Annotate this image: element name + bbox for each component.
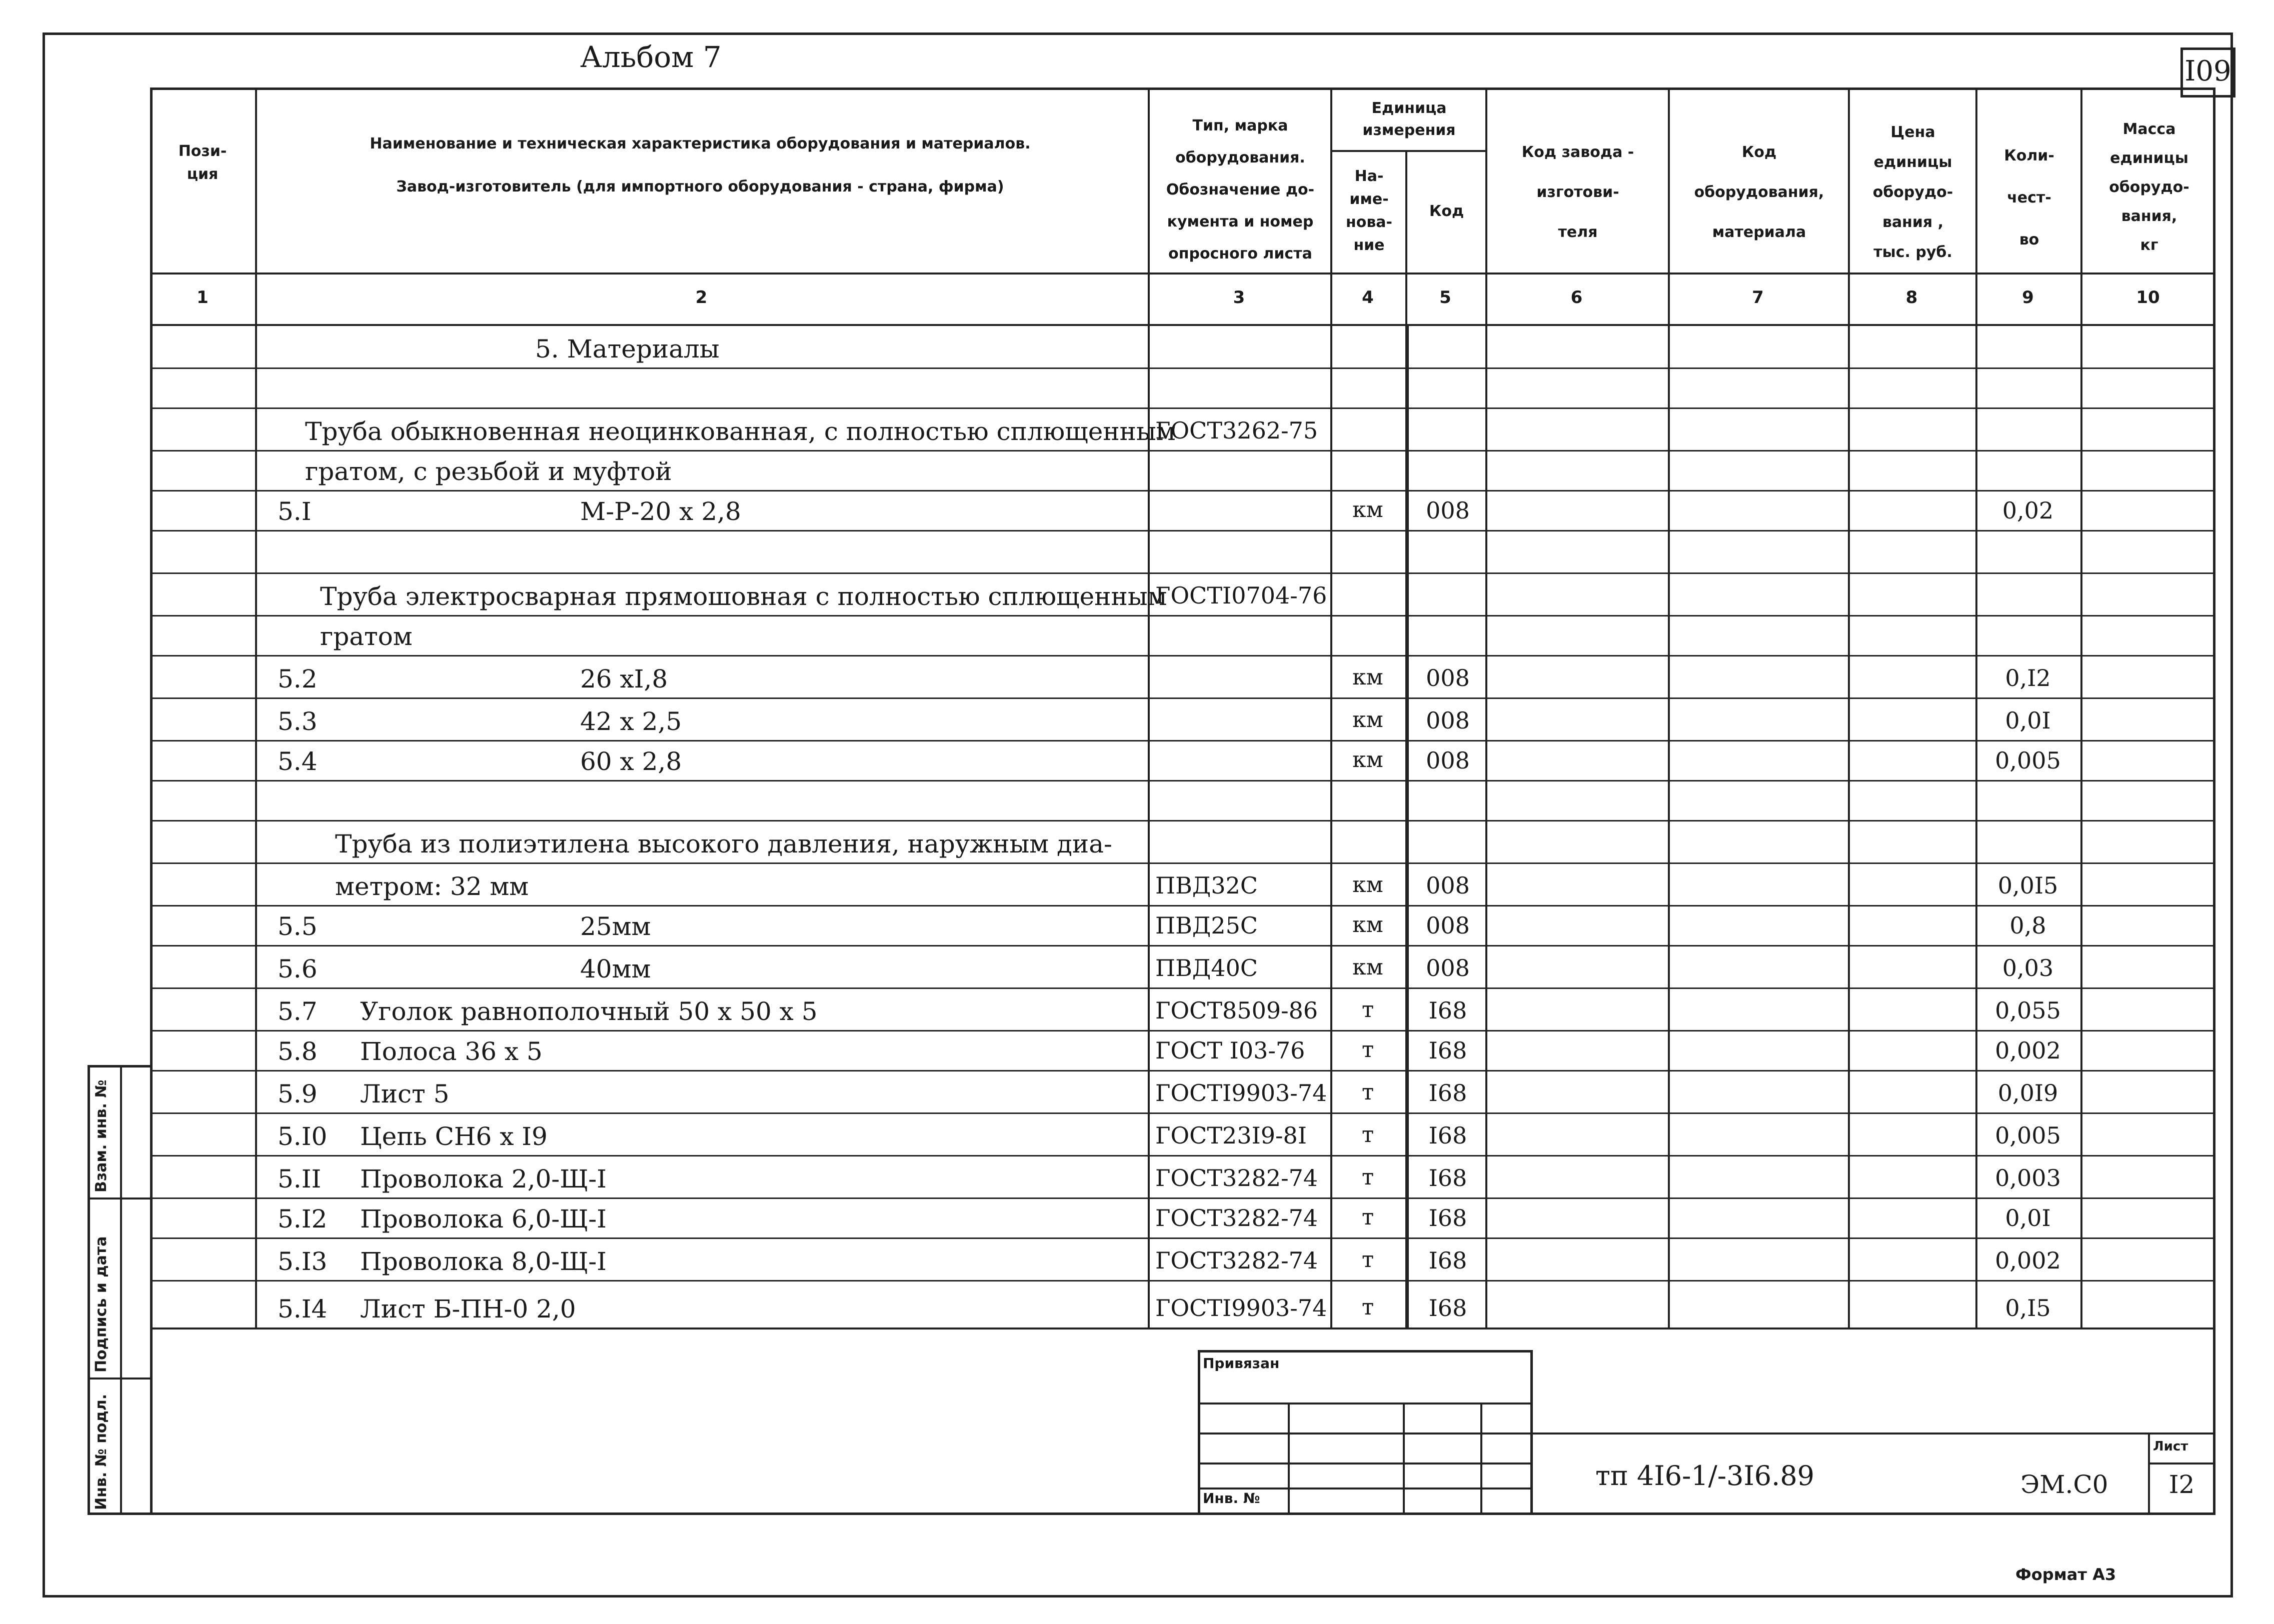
- row-code: 008: [1426, 872, 1470, 899]
- row-name: метром: 32 мм: [335, 872, 529, 901]
- row-divider: [150, 572, 2215, 574]
- row-code: I68: [1428, 1080, 1467, 1106]
- row-divider: [150, 1280, 2215, 1282]
- colnum-5: 5: [1439, 288, 1451, 308]
- stamp-line: [1403, 1402, 1405, 1515]
- stamp-line: [1198, 1432, 1533, 1434]
- row-position: 5.5: [278, 912, 318, 941]
- row-divider: [150, 1238, 2215, 1239]
- row-qty: 0,0I9: [1997, 1080, 2058, 1106]
- row-position: 5.6: [278, 954, 318, 984]
- header-unit-group: Единица измерения: [1362, 100, 1456, 139]
- row-name: М-Р-20 х 2,8: [580, 497, 741, 526]
- header-col8: Цена единицы оборудо- вания , тыс. руб.: [1872, 124, 1953, 261]
- row-type: ГОСТ3262-75: [1155, 417, 1318, 444]
- row-type: ГОСТ I03-76: [1155, 1037, 1305, 1064]
- row-qty: 0,03: [2002, 954, 2054, 982]
- row-name: 25мм: [580, 912, 651, 941]
- row-type: ГОСТI0704-76: [1155, 582, 1327, 609]
- row-divider: [150, 1198, 2215, 1199]
- colnum-10: 10: [2136, 288, 2160, 308]
- row-divider: [150, 368, 2215, 369]
- col-divider: [1330, 88, 1332, 150]
- row-unit: км: [1352, 497, 1383, 522]
- row-code: 008: [1426, 954, 1470, 982]
- row-divider: [150, 1030, 2215, 1032]
- row-code: I68: [1428, 1247, 1467, 1274]
- header-col6: Код завода - изготови- теля: [1521, 144, 1634, 241]
- row-unit: км: [1352, 747, 1383, 772]
- colnum-7: 7: [1752, 288, 1764, 308]
- row-code: I68: [1428, 1037, 1467, 1064]
- format-label: Формат А3: [2015, 1565, 2116, 1584]
- row-divider: [150, 820, 2215, 822]
- sheet-label: Лист: [2153, 1439, 2188, 1454]
- row-code: 008: [1426, 664, 1470, 692]
- row-unit: т: [1361, 1204, 1374, 1230]
- row-unit: т: [1361, 1294, 1374, 1320]
- row-qty: 0,8: [2009, 912, 2046, 939]
- row-divider: [150, 408, 2215, 409]
- row-divider: [150, 1155, 2215, 1156]
- row-divider: [150, 1070, 2215, 1072]
- row-position: 5.3: [278, 707, 318, 736]
- row-name: 42 х 2,5: [580, 707, 682, 736]
- header-col3: Тип, марка оборудования. Обозначение до- кумента и номер опросного листа: [1166, 117, 1315, 262]
- row-position: 5.9: [278, 1080, 318, 1108]
- row-name: Полоса 36 х 5: [360, 1037, 543, 1066]
- row-qty: 0,002: [1995, 1247, 2061, 1274]
- doc-mark: ЭМ.С0: [2020, 1470, 2108, 1499]
- colnum-3: 3: [1233, 288, 1245, 308]
- row-code: I68: [1428, 1294, 1467, 1322]
- row-unit: км: [1352, 912, 1383, 938]
- row-code: I68: [1428, 997, 1467, 1024]
- colnum-6: 6: [1570, 288, 1583, 308]
- row-divider: [150, 905, 2215, 906]
- row-unit: км: [1352, 664, 1383, 690]
- row-qty: 0,003: [1995, 1164, 2061, 1192]
- row-qty: 0,I2: [2005, 664, 2051, 692]
- row-divider: [150, 450, 2215, 452]
- row-name: Проволока 6,0-Щ-I: [360, 1204, 607, 1234]
- side-label-podpis: Подпись и дата: [93, 1236, 110, 1372]
- header-col7: Код оборудования, материала: [1694, 144, 1824, 241]
- row-unit: т: [1361, 1080, 1374, 1105]
- row-qty: 0,002: [1995, 1037, 2061, 1064]
- colnum-2: 2: [695, 288, 708, 308]
- row-position: 5.I3: [278, 1247, 328, 1276]
- row-qty: 0,I5: [2005, 1294, 2051, 1322]
- row-code: I68: [1428, 1122, 1467, 1149]
- row-name: 40мм: [580, 954, 651, 984]
- row-qty: 0,02: [2002, 497, 2054, 524]
- row-qty: 0,0I: [2005, 1204, 2051, 1232]
- row-position: 5.II: [278, 1164, 322, 1194]
- colnum-9: 9: [2022, 288, 2034, 308]
- row-position: 5.I2: [278, 1204, 328, 1234]
- row-code: 008: [1426, 912, 1470, 939]
- row-unit: т: [1361, 1122, 1374, 1148]
- row-name: Уголок равнополочный 50 х 50 х 5: [360, 997, 818, 1026]
- row-name: Проволока 2,0-Щ-I: [360, 1164, 607, 1194]
- doc-code: тп 4I6-1/-3I6.89: [1595, 1460, 1815, 1492]
- side-divider: [120, 1065, 122, 1515]
- row-unit: км: [1352, 872, 1383, 898]
- row-name: Труба из полиэтилена высокого давления, наружным диа-: [335, 830, 1112, 858]
- row-type: ГОСТI9903-74: [1155, 1080, 1327, 1106]
- row-position: 5.7: [278, 997, 318, 1026]
- row-name: гратом: [320, 622, 413, 651]
- header-col4: На- име- нова- ние: [1345, 168, 1393, 254]
- row-qty: 0,0I: [2005, 707, 2051, 734]
- page-number: I09: [2184, 55, 2231, 88]
- row-name: Цепь СН6 х I9: [360, 1122, 548, 1151]
- row-code: I68: [1428, 1204, 1467, 1232]
- row-code: 008: [1426, 707, 1470, 734]
- row-name: Труба обыкновенная неоцинкованная, с полностью сплющенным: [305, 417, 1176, 446]
- row-name: Проволока 8,0-Щ-I: [360, 1247, 607, 1276]
- row-type: ГОСТ3282-74: [1155, 1204, 1318, 1232]
- row-unit: т: [1361, 1037, 1374, 1062]
- row-divider: [150, 862, 2215, 864]
- stamp-line: [1198, 1462, 1533, 1464]
- unit-group-line: [1330, 150, 1485, 152]
- row-type: ПВД32С: [1155, 872, 1258, 899]
- row-position: 5.I: [278, 497, 312, 526]
- side-label-vzam: Взам. инв. №: [93, 1080, 110, 1192]
- privyazan-label: Привязан: [1203, 1355, 1280, 1372]
- row-code: 008: [1426, 497, 1470, 524]
- col-divider: [1330, 150, 1332, 1328]
- row-type: ГОСТ23I9-8I: [1155, 1122, 1307, 1149]
- row-unit: км: [1352, 707, 1383, 732]
- side-label-inv: Инв. № подл.: [93, 1394, 110, 1510]
- row-name: 60 х 2,8: [580, 747, 682, 776]
- row-name: 26 хI,8: [580, 664, 668, 694]
- row-type: ПВД25С: [1155, 912, 1258, 939]
- row-unit: т: [1361, 1164, 1374, 1190]
- header-bottom-line: [150, 272, 2215, 274]
- colnum-8: 8: [1905, 288, 1918, 308]
- stamp-line: [1288, 1402, 1290, 1515]
- stamp-sheet-line: [2148, 1462, 2215, 1464]
- row-name: гратом, с резьбой и муфтой: [305, 457, 672, 486]
- row-unit: т: [1361, 1247, 1374, 1272]
- row-divider: [150, 780, 2215, 782]
- row-position: 5.I0: [278, 1122, 328, 1151]
- row-type: ГОСТ3282-74: [1155, 1164, 1318, 1192]
- row-qty: 0,055: [1995, 997, 2061, 1024]
- header-col5: Код: [1429, 202, 1464, 220]
- row-qty: 0,0I5: [1997, 872, 2058, 899]
- row-qty: 0,005: [1995, 1122, 2061, 1149]
- colnum-4: 4: [1362, 288, 1374, 308]
- header-col9: Коли- чест- во: [2004, 147, 2054, 248]
- row-divider: [150, 530, 2215, 532]
- album-title: Альбом 7: [580, 40, 722, 74]
- row-position: 5.4: [278, 747, 318, 776]
- header-col10: Масса единицы оборудо- вания, кг: [2109, 120, 2189, 254]
- row-name: Труба электросварная прямошовная с полностью сплющенным: [320, 582, 1167, 611]
- sheet-number: I2: [2168, 1470, 2195, 1499]
- stamp-line: [1198, 1402, 1533, 1404]
- row-divider: [150, 615, 2215, 616]
- row-qty: 0,005: [1995, 747, 2061, 774]
- row-divider: [150, 490, 2215, 492]
- row-unit: км: [1352, 954, 1383, 980]
- colnum-1: 1: [197, 288, 209, 308]
- row-code: I68: [1428, 1164, 1467, 1192]
- row-divider: [150, 1112, 2215, 1114]
- row-type: ГОСТI9903-74: [1155, 1294, 1327, 1322]
- row-divider: [150, 698, 2215, 699]
- row-divider: [150, 740, 2215, 742]
- row-type: ПВД40С: [1155, 954, 1258, 982]
- row-divider: [150, 945, 2215, 946]
- row-name: Лист 5: [360, 1080, 450, 1108]
- header-col2: Наименование и техническая характеристика оборудования и материалов. Завод-изготовитель (для импортного оборудования - страна, фирма): [370, 135, 1031, 196]
- table-body-bottom: [150, 1328, 2215, 1330]
- row-position: 5.I4: [278, 1294, 328, 1324]
- row-name: 5. Материалы: [535, 334, 720, 364]
- row-divider: [150, 655, 2215, 656]
- row-name: Лист Б-ПН-0 2,0: [360, 1294, 576, 1324]
- row-unit: т: [1361, 997, 1374, 1022]
- row-type: ГОСТ8509-86: [1155, 997, 1318, 1024]
- stamp-line: [1198, 1488, 1533, 1490]
- row-position: 5.2: [278, 664, 318, 694]
- stamp-title-top: [1533, 1432, 2215, 1434]
- row-type: ГОСТ3282-74: [1155, 1247, 1318, 1274]
- header-col1: Пози- ция: [178, 142, 227, 183]
- inv-no-label: Инв. №: [1203, 1490, 1260, 1506]
- row-divider: [150, 988, 2215, 989]
- row-position: 5.8: [278, 1037, 318, 1066]
- number-row-line: [150, 324, 2215, 326]
- stamp-line: [1480, 1402, 1482, 1515]
- row-code: 008: [1426, 747, 1470, 774]
